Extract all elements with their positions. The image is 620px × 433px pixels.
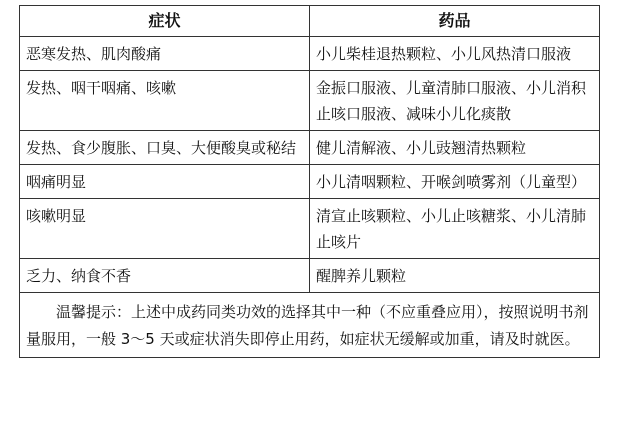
tip-row: [20, 293, 600, 358]
medicine-cell: 醒脾养儿颗粒: [310, 259, 600, 293]
table-row: [20, 71, 600, 131]
header-medicine: 药品: [310, 6, 600, 37]
symptom-cell: 乏力、纳食不香: [20, 259, 310, 293]
symptom-cell: 发热、食少腹胀、口臭、大便酸臭或秘结: [20, 131, 310, 165]
table-row: [20, 131, 600, 165]
table-row: [20, 259, 600, 293]
symptom-cell: 恶寒发热、肌肉酸痛: [20, 37, 310, 71]
medicine-cell: 健儿清解液、小儿豉翘清热颗粒: [310, 131, 600, 165]
tip-text: 温馨提示：上述中成药同类功效的选择其中一种（不应重叠应用），按照说明书剂量服用，一般 3～5 天或症状消失即停止用药，如症状无缓解或加重，请及时就医。: [26, 303, 589, 348]
table-row: [20, 37, 600, 71]
table-row: [20, 165, 600, 199]
header-symptom: 症状: [20, 6, 310, 37]
table-header-row: [20, 6, 600, 37]
symptom-cell: 咽痛明显: [20, 165, 310, 199]
table-row: [20, 199, 600, 259]
medicine-cell: 小儿清咽颗粒、开喉剑喷雾剂（儿童型）: [310, 165, 600, 199]
symptom-cell: 发热、咽干咽痛、咳嗽: [20, 71, 310, 131]
medicine-cell: 小儿柴桂退热颗粒、小儿风热清口服液: [310, 37, 600, 71]
tip-cell: [20, 293, 600, 358]
medicine-table-container: [19, 5, 599, 358]
medicine-cell: 金振口服液、儿童清肺口服液、小儿消积止咳口服液、减味小儿化痰散: [310, 71, 600, 131]
symptom-medicine-table: [19, 5, 600, 358]
symptom-cell: 咳嗽明显: [20, 199, 310, 259]
medicine-cell: 清宣止咳颗粒、小儿止咳糖浆、小儿清肺止咳片: [310, 199, 600, 259]
